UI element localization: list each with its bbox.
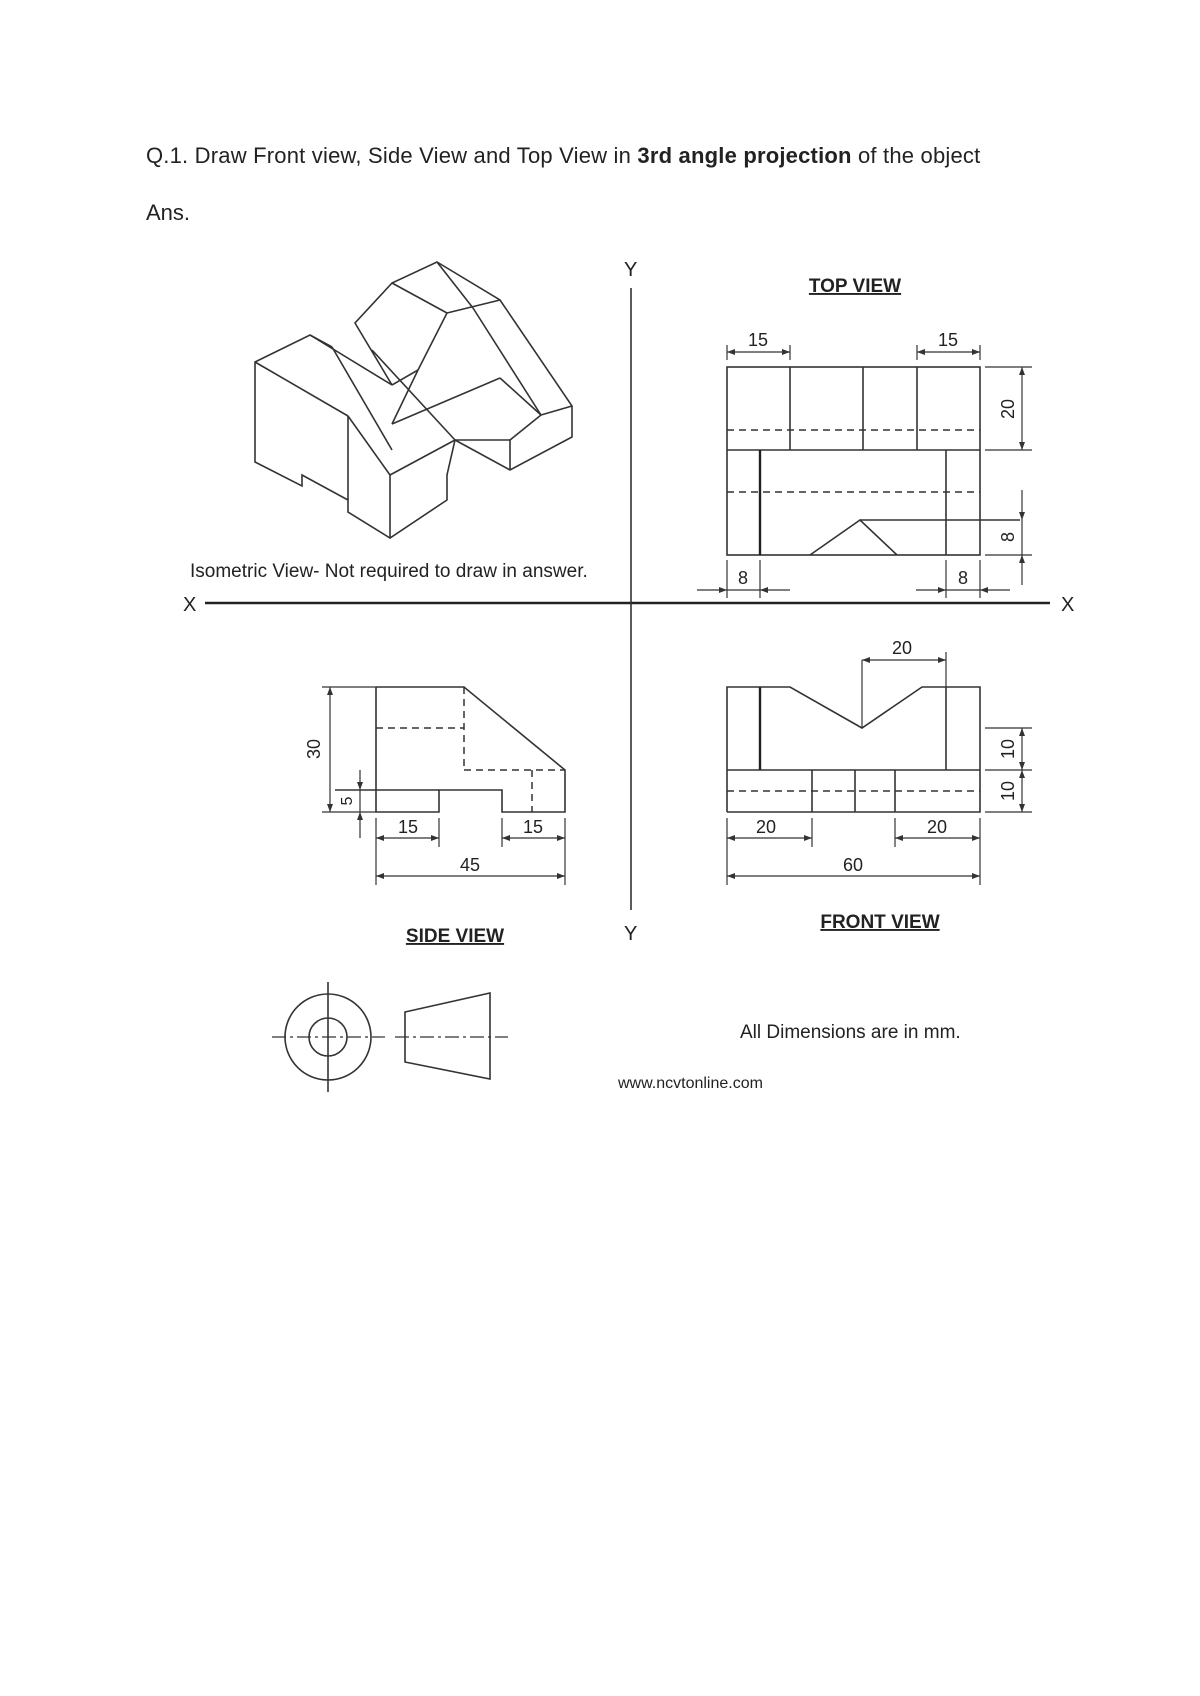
front-dim-vee: 20	[891, 638, 913, 658]
isometric-view	[190, 262, 588, 582]
units-note: All Dimensions are in mm.	[740, 1022, 961, 1043]
question-suffix: of the object	[851, 143, 981, 168]
question-bold: 3rd angle projection	[637, 143, 852, 168]
website-credit: www.ncvtonline.com	[618, 1075, 763, 1092]
top-dim-right: 15	[937, 330, 959, 350]
top-view	[697, 276, 1032, 598]
top-dim-upper-right: 20	[998, 398, 1018, 420]
side-dim-bottom-right: 15	[522, 817, 544, 837]
x-axis-label-left: X	[183, 594, 197, 616]
side-dim-slot: 5	[339, 796, 356, 806]
side-view-title: SIDE VIEW	[405, 926, 505, 947]
side-dim-overall: 45	[459, 855, 481, 875]
y-axis-label-top: Y	[624, 259, 638, 281]
front-dim-overall: 60	[842, 855, 864, 875]
y-axis-label-bottom: Y	[624, 923, 638, 945]
x-axis-label-right: X	[1061, 594, 1075, 616]
front-view-title: FRONT VIEW	[820, 912, 940, 933]
top-dim-lower-right: 8	[998, 531, 1018, 543]
reference-axes	[183, 259, 1074, 945]
question-prefix: Q.1. Draw Front view, Side View and Top View in	[146, 143, 638, 168]
front-dim-upper-right: 10	[998, 738, 1018, 760]
front-dim-bottom-left: 20	[755, 817, 777, 837]
third-angle-projection-symbol	[272, 982, 508, 1092]
side-dim-height: 30	[304, 738, 324, 760]
side-view	[304, 687, 565, 947]
top-dim-bottom-left: 8	[737, 568, 749, 588]
top-view-title: TOP VIEW	[808, 276, 902, 297]
isometric-note: Isometric View- Not required to draw in answer.	[190, 561, 588, 582]
top-dim-left: 15	[747, 330, 769, 350]
top-dim-bottom-right: 8	[957, 568, 969, 588]
front-view	[727, 638, 1032, 933]
front-dim-bottom-right: 20	[926, 817, 948, 837]
front-dim-lower-right: 10	[998, 780, 1018, 802]
answer-label: Ans.	[146, 200, 191, 225]
side-dim-bottom-left: 15	[397, 817, 419, 837]
